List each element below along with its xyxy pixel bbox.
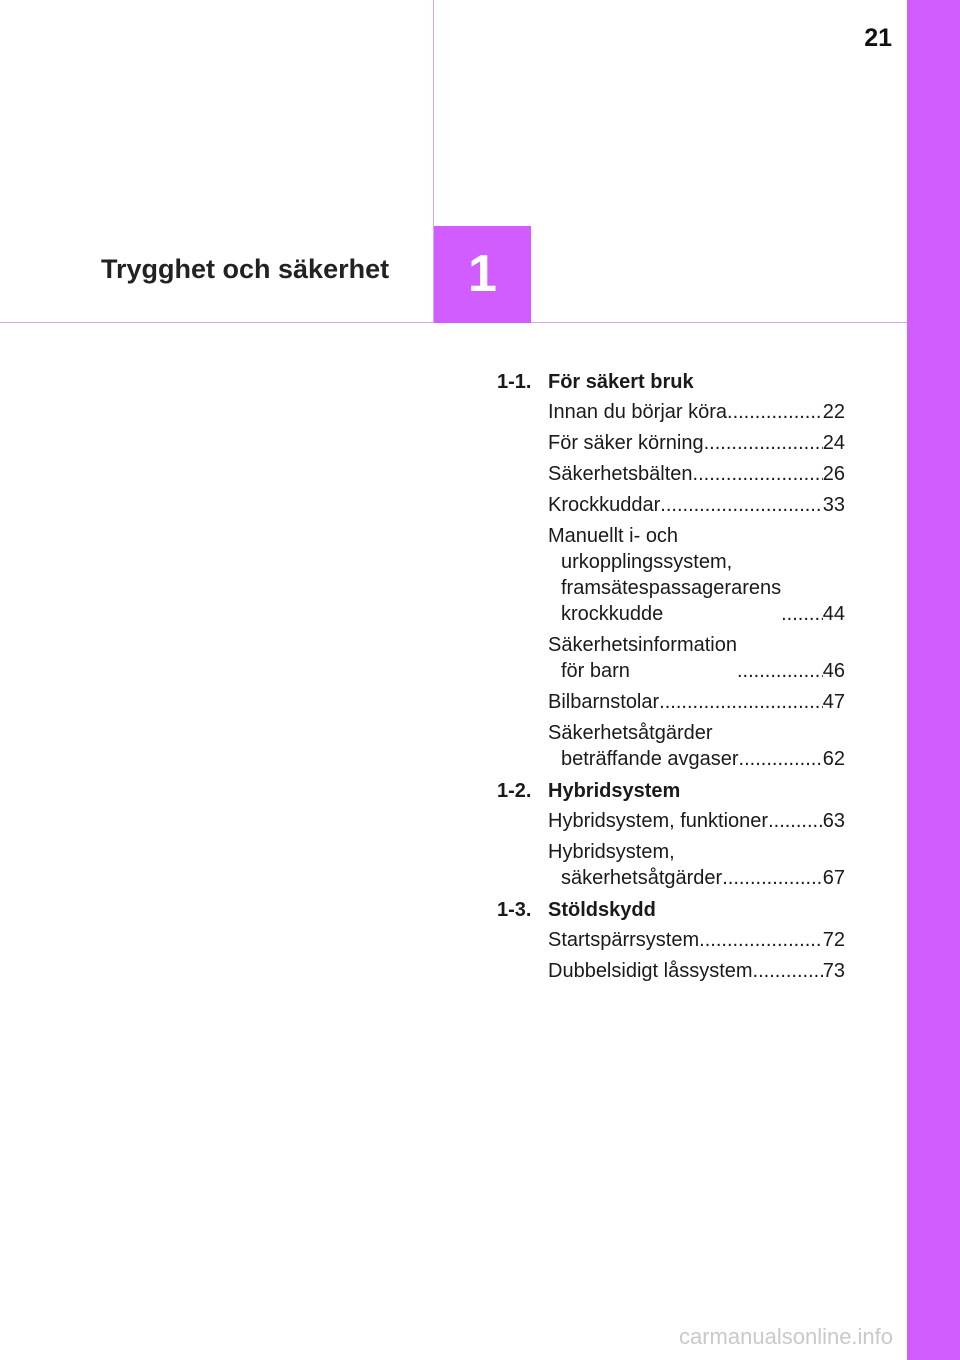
- toc-entry-title: Innan du börjar köra: [548, 401, 728, 423]
- toc-entry-title: Hybridsystem, funktioner: [548, 810, 769, 832]
- toc-entry[interactable]: [548, 839, 845, 896]
- chapter-title: Trygghet och säkerhet: [101, 254, 390, 284]
- toc-entry-title: För säker körning: [548, 432, 704, 454]
- dot-leader: [659, 689, 823, 715]
- dot-leader: [704, 430, 823, 456]
- toc-entry-title: Säkerhetsåtgärder beträffande avgaser: [548, 722, 739, 770]
- toc-entry-title: Dubbelsidigt låssystem: [548, 960, 753, 982]
- toc-entry[interactable]: [548, 632, 845, 689]
- toc-entry[interactable]: [548, 958, 845, 989]
- toc-entry-title: Startspärrsystem: [548, 929, 700, 951]
- toc-entry[interactable]: [548, 720, 845, 777]
- section-number: 1-1.: [497, 371, 532, 393]
- chapter-tab-bar: [907, 0, 960, 1360]
- toc-entry[interactable]: [548, 492, 845, 523]
- toc-entry-page: 44: [822, 603, 845, 625]
- toc-entry-page: 26: [822, 463, 845, 485]
- toc-entry-page: 72: [822, 929, 845, 951]
- toc-entry-page: 46: [822, 660, 845, 682]
- section-title: Stöldskydd: [548, 899, 656, 921]
- toc-section-heading[interactable]: [497, 896, 845, 927]
- toc-entry-page: 67: [822, 867, 845, 889]
- toc-section-heading[interactable]: [497, 368, 845, 399]
- toc-entry-title: Krockkuddar: [548, 494, 661, 516]
- dot-leader: [739, 746, 823, 772]
- toc-entry-page: 47: [822, 691, 845, 713]
- section-title: För säkert bruk: [548, 371, 694, 393]
- dot-leader: [727, 399, 823, 425]
- toc-entry[interactable]: [548, 461, 845, 492]
- toc-entry[interactable]: [548, 689, 845, 720]
- toc-entry-title: Manuellt i- och urkopplingssystem, framsätespassagerarens krockkudde: [548, 525, 782, 625]
- toc-entry-page: 63: [822, 810, 845, 832]
- toc-entry-page: 62: [822, 748, 845, 770]
- toc-entry-page: 73: [822, 960, 845, 982]
- dot-leader: [722, 865, 823, 891]
- toc-entry[interactable]: [548, 399, 845, 430]
- section-number: 1-3.: [497, 899, 532, 921]
- watermark: carmanualsonline.info: [679, 1324, 894, 1349]
- toc-entry[interactable]: [548, 430, 845, 461]
- toc-entry-page: 22: [822, 401, 845, 423]
- dot-leader: [781, 601, 823, 627]
- toc-entry-page: 24: [822, 432, 845, 454]
- toc-section-heading[interactable]: [497, 777, 845, 808]
- dot-leader: [660, 492, 822, 518]
- dot-leader: [753, 958, 823, 984]
- toc-entry[interactable]: [548, 927, 845, 958]
- toc-entry[interactable]: [548, 808, 845, 839]
- table-of-contents: [497, 368, 845, 989]
- toc-entry-page: 33: [822, 494, 845, 516]
- chapter-number-box: 1: [434, 226, 531, 323]
- dot-leader: [768, 808, 823, 834]
- section-number: 1-2.: [497, 780, 532, 802]
- page-number: 21: [864, 24, 892, 52]
- dot-leader: [737, 658, 823, 684]
- toc-entry[interactable]: [548, 523, 845, 632]
- toc-entry-title: Hybridsystem, säkerhetsåtgärder: [548, 841, 723, 889]
- toc-entry-title: Säkerhetsbälten: [548, 463, 693, 485]
- dot-leader: [699, 927, 823, 953]
- section-title: Hybridsystem: [548, 780, 681, 802]
- toc-entry-title: Säkerhetsinformation för barn: [548, 634, 737, 682]
- toc-entry-title: Bilbarnstolar: [548, 691, 660, 713]
- dot-leader: [693, 461, 823, 487]
